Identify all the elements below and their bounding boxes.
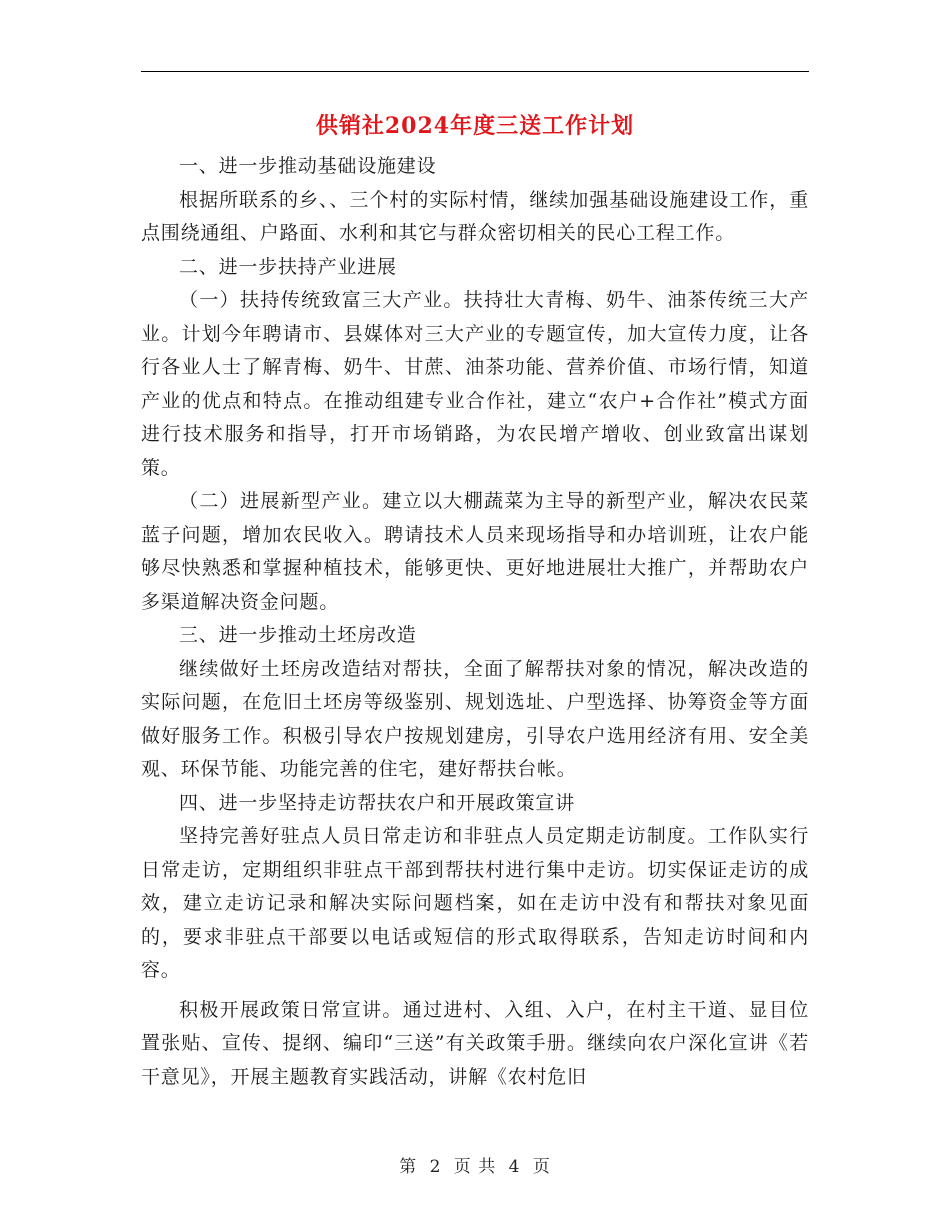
section-heading-1: 一、进一步推动基础设施建设 [179, 155, 437, 177]
document-body [141, 150, 809, 1094]
paragraph: 坚持完善好驻点人员日常走访和非驻点人员定期走访制度。工作队实行日常走访，定期组织非驻点干部到帮扶村进行集中走访。切实保证走访的成效，建立走访记录和解决实际问题档案，如在走访中没有和帮扶对象见面的，要求非驻点干部要以电话或短信的形式取得联系，告知走访时间和内容。 [141, 825, 809, 981]
header-rule [141, 71, 809, 72]
footer-current-page: 2 [429, 1157, 442, 1177]
page-title: 供销社2024年度三送工作计划 [315, 113, 635, 139]
paragraph: 根据所联系的乡、、三个村的实际村情，继续加强基础设施建设工作，重点围绕通组、户路面、水利和其它与群众密切相关的民心工程工作。 [141, 188, 809, 244]
paragraph: 继续做好土坯房改造结对帮扶，全面了解帮扶对象的情况，解决改造的实际问题，在危旧土坯房等级鉴别、规划选址、户型选择、协筹资金等方面做好服务工作。积极引导农户按规划建房，引导农户选用经济有用、安全美观、环保节能、功能完善的住宅，建好帮扶台帐。 [141, 657, 809, 780]
footer-total-pages: 4 [508, 1157, 521, 1177]
paragraph: （二）进展新型产业。建立以大棚蔬菜为主导的新型产业，解决农民菜蓝子问题，增加农民收入。聘请技术人员来现场指导和办培训班，让农户能够尽快熟悉和掌握种植技术，能够更快、更好地进展壮大推广，并帮助农户多渠道解决资金问题。 [141, 490, 809, 613]
footer-suffix: 页 [532, 1157, 551, 1177]
section-heading-3: 三、进一步推动土坯房改造 [179, 624, 417, 646]
paragraph: 积极开展政策日常宣讲。通过进村、入组、入户，在村主干道、显目位置张贴、宣传、提纲、编印“三送”有关政策手册。继续向农户深化宣讲《若干意见》，开展主题教育实践活动，讲解《农村危旧 [141, 998, 809, 1088]
paragraph: （一）扶持传统致富三大产业。扶持壮大青梅、奶牛、油茶传统三大产业。计划今年聘请市、县媒体对三大产业的专题宣传，加大宣传力度，让各行各业人士了解青梅、奶牛、甘蔗、油茶功能、营养价值、市场行情，知道产业的优点和特点。在推动组建专业合作社，建立“农户+合作社”模式方面进行技术服务和指导，打开市场销路，为农民增产增收、创业致富出谋划策。 [141, 289, 809, 479]
footer-prefix: 第 [399, 1157, 418, 1177]
section-heading-4: 四、进一步坚持走访帮扶农户和开展政策宣讲 [179, 791, 576, 814]
footer-middle: 页 共 [453, 1157, 497, 1177]
page-footer [0, 1152, 950, 1177]
section-heading-2: 二、进一步扶持产业进展 [179, 255, 397, 278]
